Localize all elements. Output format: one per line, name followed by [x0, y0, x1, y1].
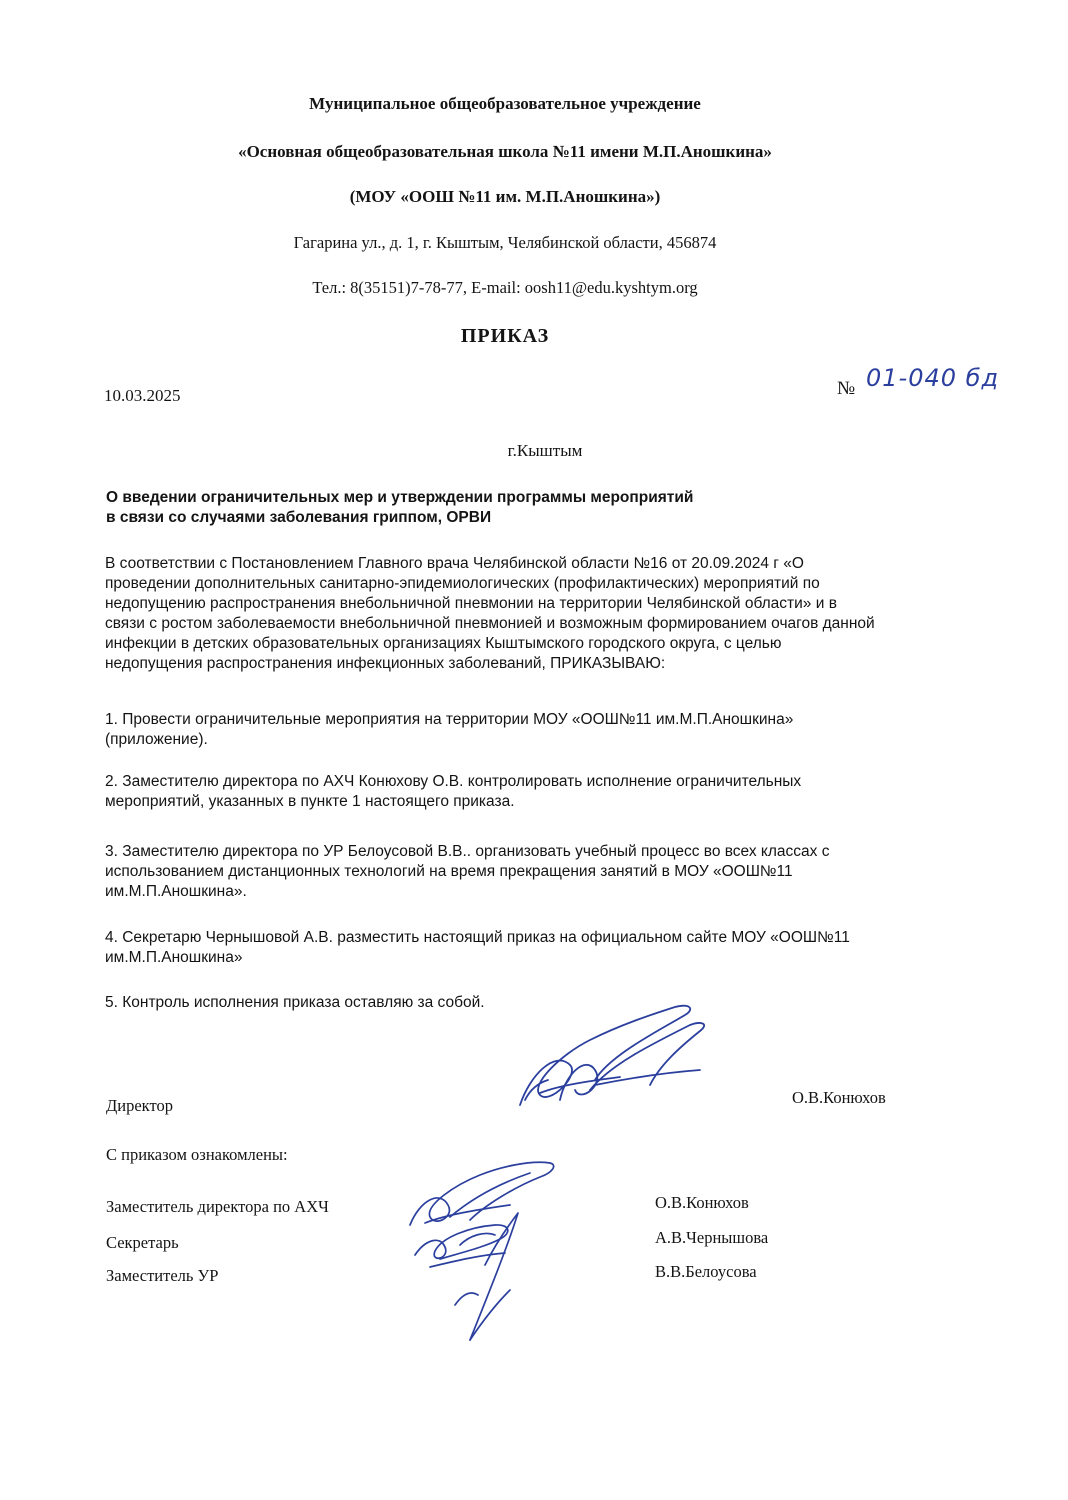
org-short-name: (МОУ «ООШ №11 им. М.П.Аношкина»)	[349, 187, 661, 206]
director-title: Директор	[106, 1096, 173, 1115]
order-item-line: мероприятий, указанных в пункте 1 настоящего приказа.	[105, 793, 515, 810]
order-item-line: 4. Секретарю Чернышовой А.В. разместить настоящий приказ на официальном сайте МОУ «ООШ№11	[105, 929, 850, 946]
acquainted-name-1: О.В.Конюхов	[655, 1193, 749, 1212]
order-item-line: (приложение).	[105, 731, 208, 748]
order-item-line: 1. Провести ограничительные мероприятия на территории МОУ «ООШ№11 им.М.П.Аношкина»	[105, 711, 794, 728]
director-signature	[500, 995, 720, 1125]
order-item-line: им.М.П.Аношкина»	[105, 949, 243, 966]
order-subject	[106, 488, 693, 528]
document-type-title: ПРИКАЗ	[460, 325, 550, 347]
order-date: 10.03.2025	[104, 386, 181, 405]
order-item-line: им.М.П.Аношкина».	[105, 883, 247, 900]
preamble-line: связи с ростом заболеваемости внебольничной пневмонией и возможным формированием очагов данной	[105, 615, 875, 632]
preamble-line: инфекции в детских образовательных организациях Кыштымского городского округа, с целью	[105, 635, 782, 652]
acquainted-position-3: Заместитель УР	[106, 1266, 219, 1285]
order-number-sign: №	[837, 378, 856, 399]
director-name: О.В.Конюхов	[792, 1088, 886, 1107]
order-item-line: 5. Контроль исполнения приказа оставляю за собой.	[105, 994, 485, 1011]
order-subject-line2: в связи со случаями заболевания гриппом, ОРВИ	[106, 509, 492, 526]
org-name-line2: «Основная общеобразовательная школа №11 имени М.П.Аношкина»	[238, 142, 772, 161]
acquaintance-signatures	[400, 1155, 570, 1355]
order-item-line: использованием дистанционных технологий на время прекращения занятий в МОУ «ООШ№11	[105, 863, 793, 880]
acquainted-name-3: В.В.Белоусова	[655, 1262, 757, 1281]
preamble-paragraph	[105, 554, 925, 674]
acquainted-position-2: Секретарь	[106, 1233, 179, 1252]
preamble-line: недопущению распространения внебольничной пневмонии на территории Челябинской области» и в	[105, 595, 837, 612]
city: г.Кыштым	[507, 441, 583, 460]
preamble-line: В соответствии с Постановлением Главного врача Челябинской области №16 от 20.09.2024 г «О	[105, 555, 804, 572]
org-address: Гагарина ул., д. 1, г. Кыштым, Челябинской области, 456874	[293, 233, 717, 252]
preamble-line: проведении дополнительных санитарно-эпидемиологических (профилактических) мероприятий по	[105, 575, 820, 592]
order-item-line: 3. Заместителю директора по УР Белоусовой В.В.. организовать учебный процесс во всех классах с	[105, 843, 830, 860]
org-name-line1: Муниципальное общеобразовательное учреждение	[309, 94, 701, 113]
preamble-line: недопущения распространения инфекционных заболеваний, ПРИКАЗЫВАЮ:	[105, 655, 666, 672]
org-contacts: Тел.: 8(35151)7-78-77, E-mail: oosh11@edu.kyshtym.org	[312, 278, 698, 297]
acquainted-position-1: Заместитель директора по АХЧ	[106, 1197, 329, 1216]
order-number-handwritten: 01-040 бд	[866, 364, 1000, 392]
order-item-line: 2. Заместителю директора по АХЧ Конюхову О.В. контролировать исполнение ограничительных	[105, 773, 802, 790]
acquainted-name-2: А.В.Чернышова	[655, 1228, 769, 1247]
order-item-3	[105, 842, 925, 902]
order-item-4	[105, 928, 925, 968]
order-item-1	[105, 710, 925, 750]
order-item-2	[105, 772, 925, 812]
order-subject-line1: О введении ограничительных мер и утверждении программы мероприятий	[106, 489, 694, 506]
acquainted-heading: С приказом ознакомлены:	[106, 1145, 288, 1164]
